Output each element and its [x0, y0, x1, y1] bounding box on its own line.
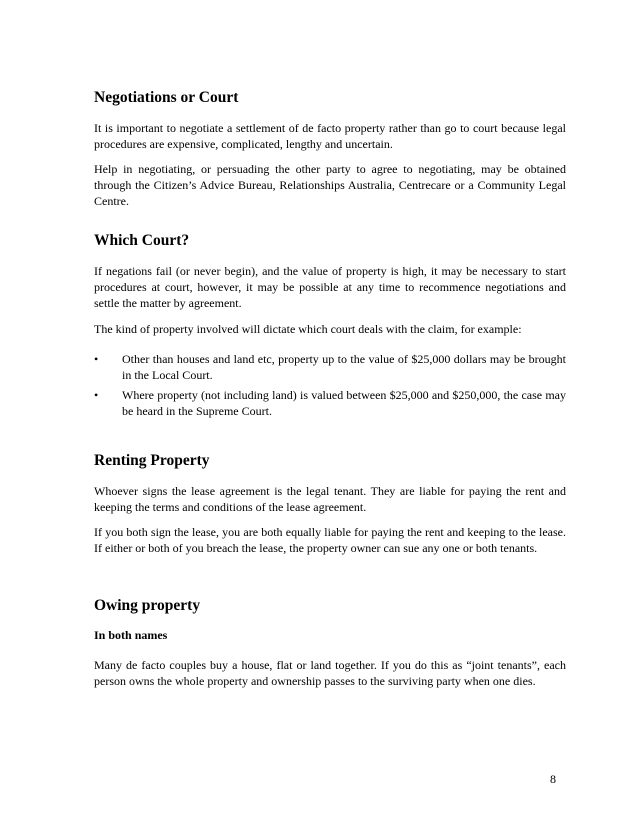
subheading-in-both-names: In both names	[94, 628, 168, 642]
bullet-text-supreme-court: Where property (not including land) is valued between $25,000 and $250,000, the case may be heard in the Supreme Court.	[122, 388, 566, 419]
paragraph-court-procedures: If negations fail (or never begin), and the value of property is high, it may be necessary to start procedures at court, however, it may be possible at any time to recommence negotiations and settle the matter by agreement.	[94, 264, 566, 311]
paragraph-court-kind-of-property: The kind of property involved will dictate which court deals with the claim, for example:	[94, 322, 522, 336]
heading-owing-property: Owing property	[94, 597, 201, 614]
bullet-text-local-court: Other than houses and land etc, property up to the value of $25,000 dollars may be brought in the Local Court.	[122, 352, 566, 383]
paragraph-renting-both-sign: If you both sign the lease, you are both equally liable for paying the rent and keeping to the lease. If either or both of you breach the lease, the property owner can sue any one or both tenants.	[94, 525, 566, 556]
paragraph-negotiation-help: Help in negotiating, or persuading the other party to agree to negotiating, may be obtained through the Citizen’s Advice Bureau, Relationships Australia, Centrecare or a Community Legal Centre.	[94, 162, 566, 209]
heading-negotiations-or-court: Negotiations or Court	[94, 89, 239, 106]
heading-which-court: Which Court?	[94, 232, 190, 249]
paragraph-negotiation-importance: It is important to negotiate a settlement of de facto property rather than go to court because legal procedures are expensive, complicated, lengthy and uncertain.	[94, 121, 566, 152]
page-number: 8	[550, 772, 556, 786]
paragraph-renting-legal-tenant: Whoever signs the lease agreement is the legal tenant. They are liable for paying the rent and keeping the terms and conditions of the lease agreement.	[94, 484, 566, 515]
bullet-icon: •	[94, 388, 99, 402]
paragraph-joint-tenants: Many de facto couples buy a house, flat or land together. If you do this as “joint tenants”, each person owns the whole property and ownership passes to the surviving party when one dies.	[94, 658, 566, 689]
bullet-icon: •	[94, 352, 99, 366]
document-page	[94, 0, 566, 826]
heading-renting-property: Renting Property	[94, 452, 210, 469]
